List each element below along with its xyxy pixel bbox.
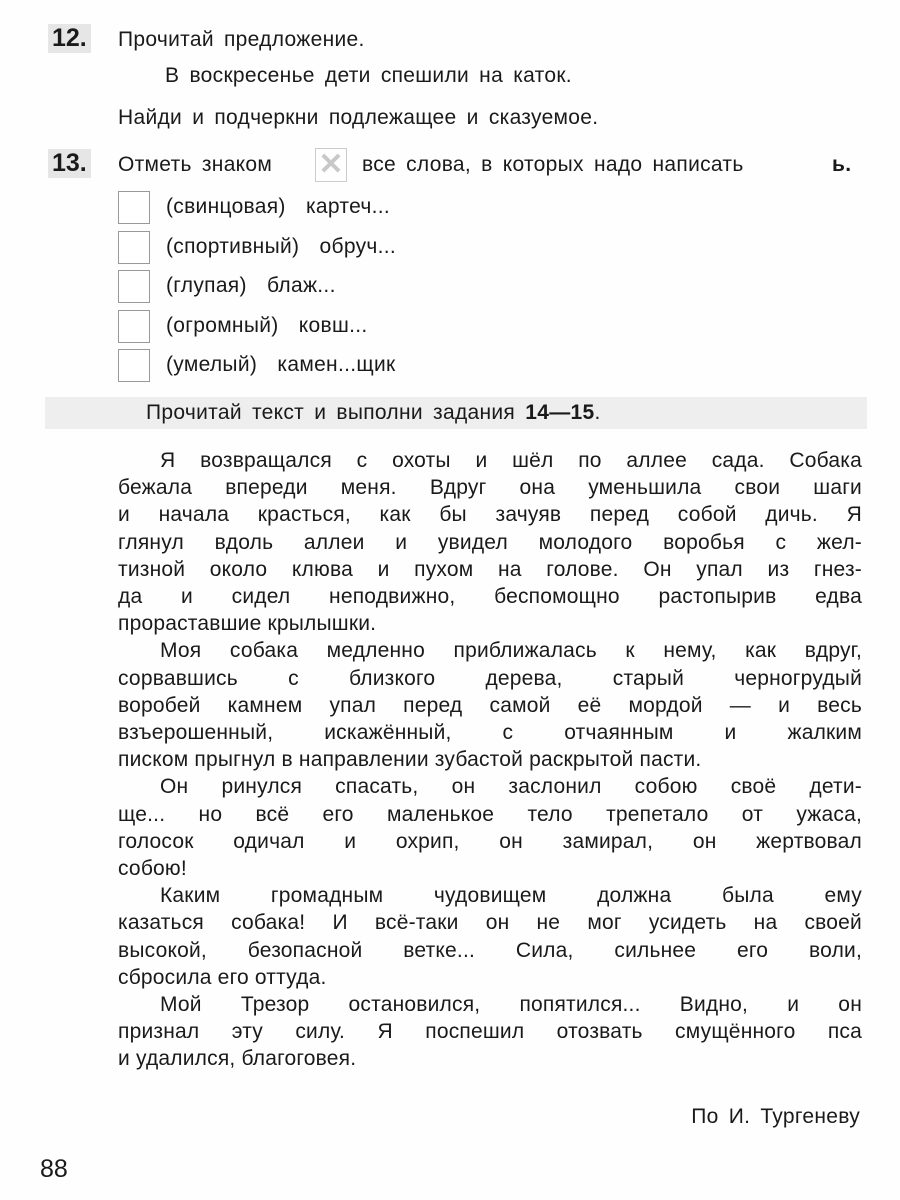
task-instruction-end: все слова, в которых надо написать: [362, 153, 744, 176]
task-text: Найди и подчеркни подлежащее и сказуемое.: [118, 106, 599, 129]
passage-line: высокой, безопасной ветке... Сила, сильнее его воли,: [118, 938, 862, 962]
passage-line: взъерошенный, искажённый, с отчаянным и жалким: [118, 721, 862, 744]
answer-checkbox[interactable]: [118, 231, 150, 264]
passage-line: да и сидел неподвижно, беспомощно растопырив едва: [118, 585, 862, 608]
answer-checkbox[interactable]: [118, 310, 150, 343]
task-instruction: Прочитай предложение.: [118, 28, 365, 51]
passage-line: воробей камнем упал перед самой её мордой — и весь: [118, 693, 862, 717]
passage-line: сорвавшись с близкого дерева, старый черногрудый: [118, 666, 862, 690]
task-range: 14—15: [525, 401, 595, 424]
word-item: (спортивный) обруч...: [166, 234, 397, 258]
task-number: 13.: [48, 149, 91, 178]
passage-line: тизной около клюва и пухом на голове. Он упал из гнез-: [118, 557, 862, 581]
word-item: (умелый) камен...щик: [166, 353, 396, 376]
reading-header: [146, 401, 601, 425]
passage-line: Каким громадным чудовищем должна была ему: [160, 884, 862, 908]
answer-checkbox[interactable]: [118, 349, 150, 382]
page-number: 88: [40, 1155, 68, 1183]
passage-line: ще... но всё его маленькое тело трепетало от ужаса,: [118, 802, 862, 826]
task-number: 12.: [48, 24, 91, 53]
passage-line: сбросила его оттуда.: [118, 965, 327, 989]
word-item: (свинцовая) картеч...: [166, 195, 391, 218]
answer-checkbox[interactable]: [118, 270, 150, 303]
attribution: По И. Тургеневу: [691, 1105, 860, 1128]
passage-line: Мой Трезор остановился, попятился... Видно, и он: [160, 993, 862, 1016]
passage-line: казаться собака! И всё-таки он не мог усидеть на своей: [118, 911, 862, 935]
passage-line: бежала впереди меня. Вдруг она уменьшила свои шаги: [118, 476, 862, 500]
period: .: [594, 401, 601, 424]
passage-line: Он ринулся спасать, он заслонил собою своё дети-: [160, 775, 862, 799]
reading-header-text: Прочитай текст и выполни задания: [146, 401, 516, 424]
answer-checkbox[interactable]: [118, 191, 150, 224]
passage-line: голосок одичал и охрип, он замирал, он жертвовал: [118, 829, 862, 853]
x-mark-icon: ✕: [315, 148, 347, 182]
word-item: (огромный) ковш...: [166, 313, 368, 337]
passage-line: писком прыгнул в направлении зубастой раскрытой пасти.: [118, 748, 702, 772]
passage-line: прораставшие крылышки.: [118, 612, 377, 636]
passage-line: собою!: [118, 857, 187, 880]
passage-line: и удалился, благоговея.: [118, 1047, 357, 1071]
passage-line: признал эту силу. Я поспешил отозвать смущённого пса: [118, 1020, 862, 1044]
word-item: (глупая) блаж...: [166, 274, 336, 297]
task-instruction: Отметь знаком: [118, 153, 273, 176]
passage-line: Я возвращался с охоты и шёл по аллее сада. Собака: [160, 449, 862, 472]
task-sentence: В воскресенье дети спешили на каток.: [165, 64, 572, 87]
soft-sign-letter: ь.: [832, 153, 852, 176]
passage-line: и начала красться, как бы зачуяв перед собой дичь. Я: [118, 503, 862, 527]
passage-line: Моя собака медленно приближалась к нему, как вдруг,: [160, 639, 862, 663]
passage-line: глянул вдоль аллеи и увидел молодого воробья с жел-: [118, 530, 862, 554]
